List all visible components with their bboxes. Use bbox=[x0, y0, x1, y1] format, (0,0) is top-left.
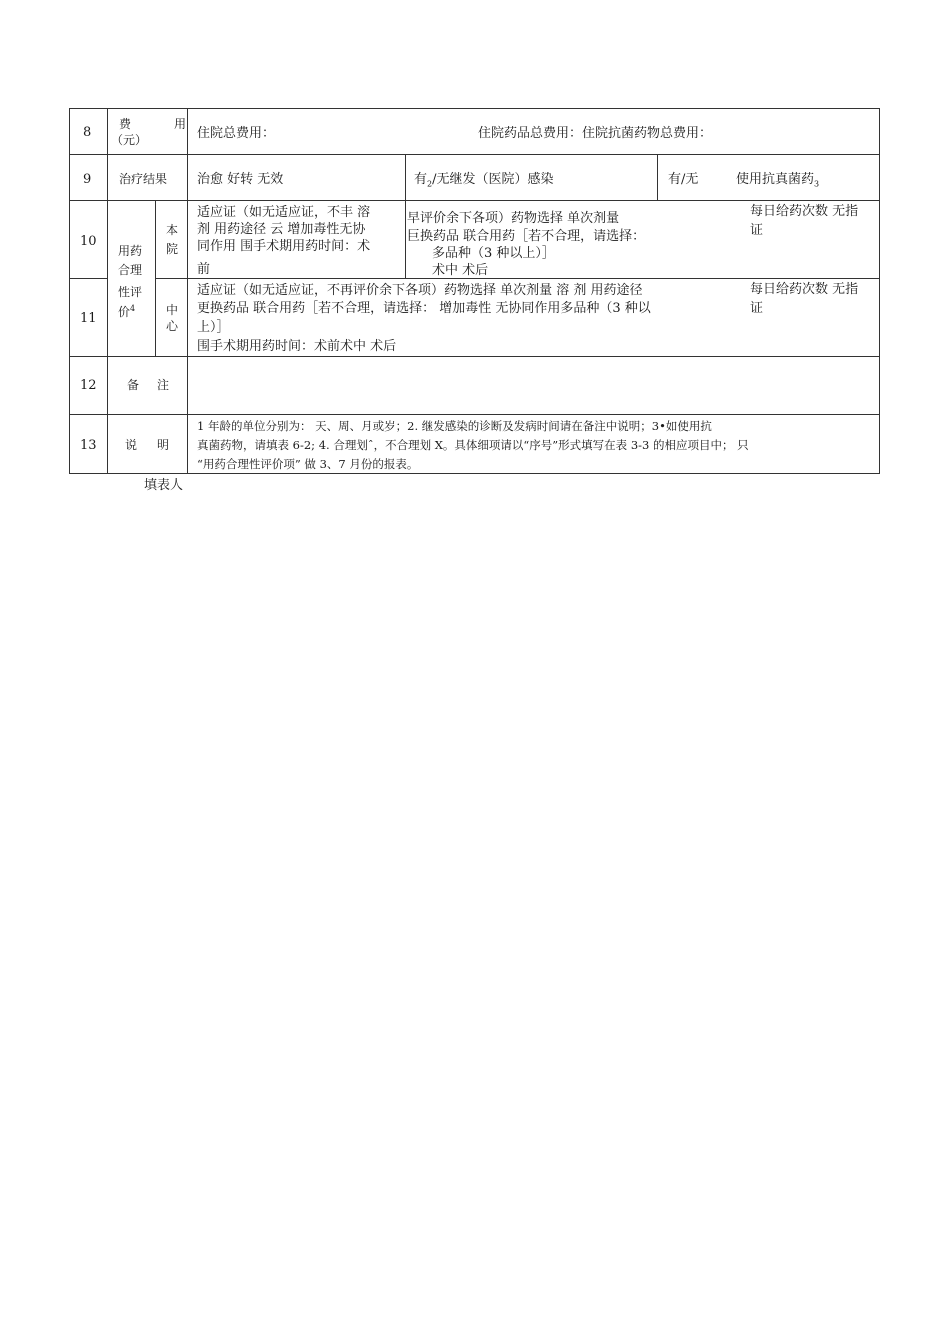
hospital-eval-text: 适应证（如无适应证，不丰 溶 bbox=[197, 205, 371, 220]
row-number: 8 bbox=[83, 125, 92, 140]
form-filler-label: 填表人 bbox=[144, 478, 184, 493]
hospital-eval-text: 每日给药次数 无指 bbox=[750, 204, 859, 219]
center-sub-label: 中 bbox=[166, 303, 179, 317]
row-divider bbox=[69, 414, 880, 415]
remarks-label: 备 bbox=[127, 378, 140, 392]
hospital-eval-text: 同作用 围手术期用药时间：术 bbox=[197, 239, 371, 254]
antifungal-field: 使用抗真菌药$_3$ bbox=[736, 172, 820, 189]
center-eval-text: 适应证（如无适应证，不再评价余下各项）药物选择 单次剂量 溶 剂 用药途径 bbox=[197, 283, 643, 298]
cost-label-left: 费 bbox=[119, 117, 132, 131]
row-number: 11 bbox=[80, 311, 97, 326]
col-divider bbox=[155, 200, 156, 356]
hospital-sub-label: 本 bbox=[166, 223, 179, 237]
antifungal-yes-no: 有/无 bbox=[668, 172, 699, 187]
center-eval-text: 每日给药次数 无指 bbox=[750, 282, 859, 297]
hospital-eval-text: 证 bbox=[750, 223, 764, 238]
secondary-infection-field: 有$_2$/无继发（医院）感染 bbox=[414, 172, 554, 189]
rational-use-label: 性评 bbox=[118, 285, 143, 299]
hospital-eval-text: 巨换药品 联合用药［若不合理，请选择： bbox=[407, 229, 646, 244]
hospital-eval-text: 剂 用药途径 云 增加毒性无协 bbox=[197, 222, 366, 237]
hospital-eval-text: 前 bbox=[197, 262, 211, 277]
remarks-label: 注 bbox=[157, 378, 170, 392]
row-number: 9 bbox=[83, 172, 92, 187]
row-number: 13 bbox=[80, 438, 97, 453]
center-eval-text: 上）］ bbox=[197, 320, 230, 335]
cost-unit-label: （元） bbox=[111, 133, 148, 147]
treatment-result-options: 治愈 好转 无效 bbox=[197, 172, 284, 187]
row-divider bbox=[69, 154, 880, 155]
treatment-result-label: 治疗结果 bbox=[119, 172, 168, 186]
col-divider bbox=[657, 154, 658, 200]
total-cost-field: 住院总费用： bbox=[197, 126, 276, 141]
row-number: 10 bbox=[80, 234, 97, 249]
rational-use-label: 合理 bbox=[118, 263, 143, 277]
drug-cost-field: 住院药品总费用：住院抗菌药物总费用： bbox=[478, 126, 713, 141]
row-divider bbox=[69, 278, 107, 279]
col-divider bbox=[107, 108, 108, 474]
notes-label: 说 bbox=[125, 438, 138, 452]
notes-text: 真菌药物，请填表 6-2; 4. 合理划ˆ，不合理划 X。具体细项请以“序号”形式填写在表 3-3 的相应项目中； 只 bbox=[197, 438, 749, 452]
rational-use-label: 价$^4$ bbox=[118, 304, 136, 319]
row-divider bbox=[155, 278, 880, 279]
center-eval-text: 更换药品 联合用药［若不合理，请选择： 增加毒性 无协同作用多品种（3 种以 bbox=[197, 301, 651, 316]
rational-use-label: 用药 bbox=[118, 244, 143, 258]
row-divider bbox=[69, 356, 880, 357]
row-divider bbox=[69, 200, 880, 201]
hospital-eval-text: 多品种（3 种以上）］ bbox=[432, 246, 555, 261]
center-sub-label: 心 bbox=[166, 319, 179, 333]
row-number: 12 bbox=[80, 378, 97, 393]
col-divider bbox=[187, 108, 188, 474]
center-eval-text: 证 bbox=[750, 301, 764, 316]
col-divider bbox=[405, 154, 406, 278]
notes-label: 明 bbox=[157, 438, 170, 452]
notes-text: “用药合理性评价项” 做 3、7 月份的报表。 bbox=[197, 457, 419, 471]
hospital-eval-text: 早评价余下各项）药物选择 单次剂量 bbox=[407, 211, 620, 226]
hospital-eval-text: 术中 术后 bbox=[432, 263, 489, 278]
center-eval-text: 围手术期用药时间：术前术中 术后 bbox=[197, 339, 397, 354]
notes-text: 1 年龄的单位分别为： 天、周、月或岁；2. 继发感染的诊断及发病时间请在备注中说明；3•如使用抗 bbox=[197, 419, 712, 433]
cost-label-right: 用 bbox=[174, 117, 187, 131]
hospital-sub-label: 院 bbox=[166, 242, 179, 256]
